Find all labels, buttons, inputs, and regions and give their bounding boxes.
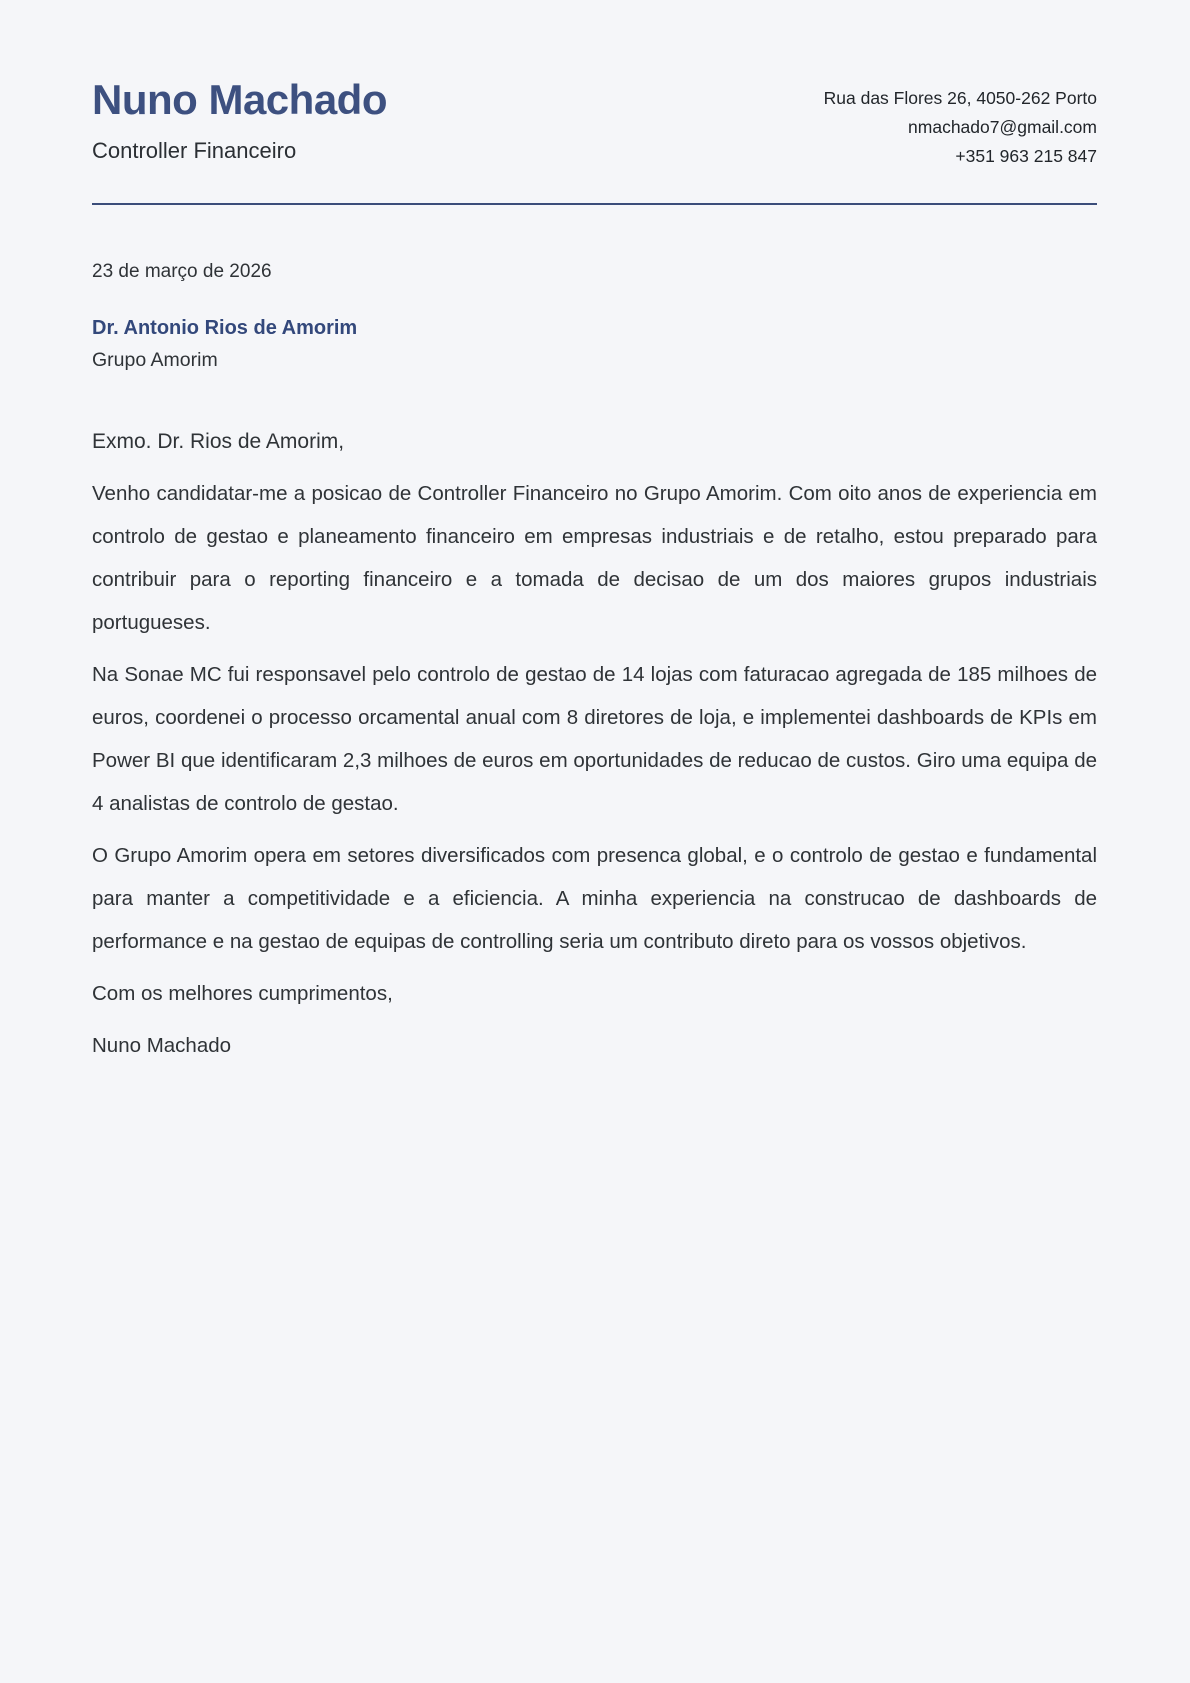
letter-header bbox=[92, 78, 1097, 171]
letter-date: 23 de março de 2026 bbox=[92, 261, 272, 282]
signature-name: Nuno Machado bbox=[92, 1034, 232, 1057]
contact-info bbox=[824, 78, 1097, 171]
recipient-block bbox=[92, 315, 1097, 372]
paragraph-1: Venho candidatar-me a posicao de Controller Financeiro no Grupo Amorim. Com oito anos de experiencia em controlo de gestao e planeamento financeiro em empresas industriais e de retalho, estou preparado para contribuir para o reporting financeiro e a tomada de decisao de um dos maiores grupos industriais portugueses. bbox=[92, 482, 1097, 634]
applicant-job-title: Controller Financeiro bbox=[92, 138, 297, 164]
letter-body bbox=[92, 261, 1097, 1067]
recipient-name: Dr. Antonio Rios de Amorim bbox=[92, 317, 358, 339]
contact-address: Rua das Flores 26, 4050-262 Porto bbox=[823, 88, 1097, 108]
paragraph-3: O Grupo Amorim opera em setores diversificados com presenca global, e o controlo de gestao e fundamental para manter a competitividade e a eficiencia. A minha experiencia na construcao de dashboards de performance e na gestao de equipas de controlling seria um contributo direto para os vossos objetivos. bbox=[92, 844, 1097, 953]
contact-phone: +351 963 215 847 bbox=[955, 146, 1097, 166]
header-divider bbox=[92, 203, 1097, 205]
paragraph-2: Na Sonae MC fui responsavel pelo controlo de gestao de 14 lojas com faturacao agregada de 185 milhoes de euros, coordenei o processo orcamental anual com 8 diretores de loja, e implementei dashboards de KPIs em Power BI que identificaram 2,3 milhoes de euros em oportunidades de reducao de custos. Giro uma equipa de 4 analistas de controlo de gestao. bbox=[92, 663, 1097, 815]
applicant-name: Nuno Machado bbox=[92, 76, 387, 123]
recipient-company: Grupo Amorim bbox=[92, 349, 218, 371]
applicant-identity bbox=[92, 78, 387, 164]
salutation: Exmo. Dr. Rios de Amorim, bbox=[92, 430, 345, 453]
contact-email: nmachado7@gmail.com bbox=[908, 117, 1097, 137]
closing: Com os melhores cumprimentos, bbox=[92, 982, 393, 1005]
